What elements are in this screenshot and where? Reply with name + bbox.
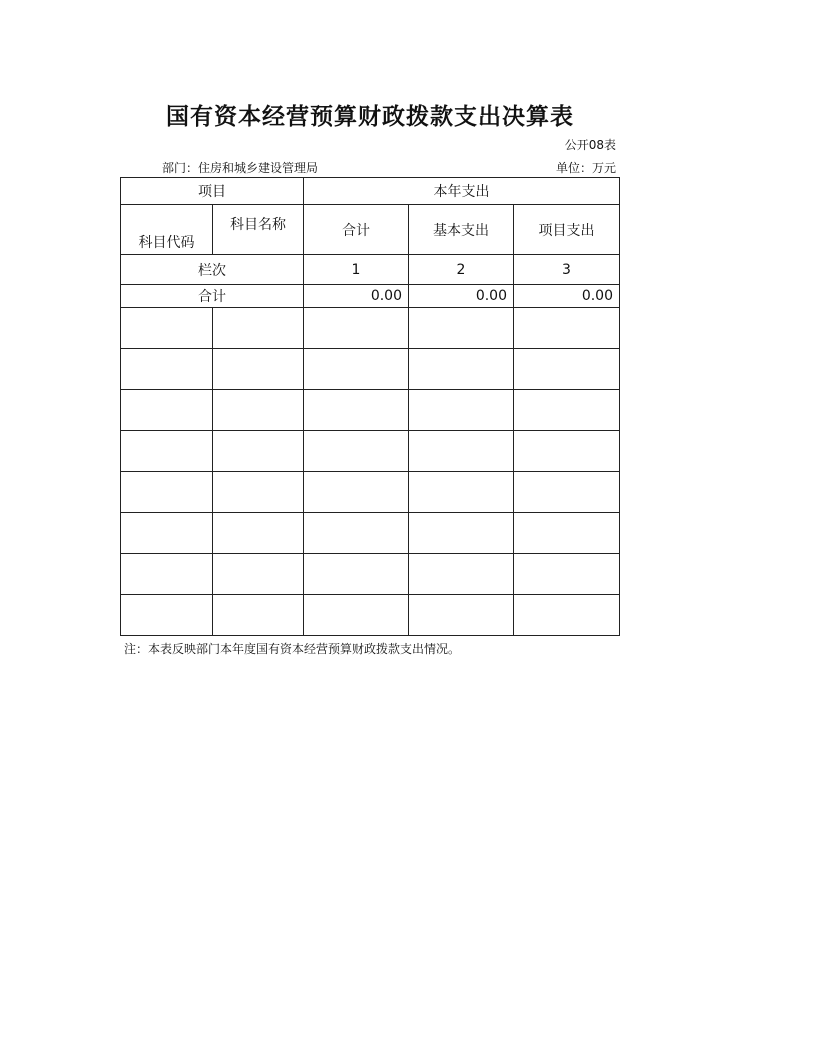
header-item: 项目	[121, 178, 304, 205]
table-cell	[213, 390, 304, 431]
table-cell	[514, 554, 620, 595]
table-row	[121, 595, 620, 636]
table-row	[121, 390, 620, 431]
table-cell	[213, 431, 304, 472]
table-cell	[121, 349, 213, 390]
header-project-expense: 项目支出	[514, 205, 620, 255]
table-cell	[304, 308, 409, 349]
table-row	[121, 308, 620, 349]
table-cell	[514, 513, 620, 554]
table-cell	[409, 431, 514, 472]
department-label: 部门：住房和城乡建设管理局	[162, 161, 319, 175]
table-cell	[409, 308, 514, 349]
table-cell	[121, 513, 213, 554]
total-value: 0.00	[304, 285, 409, 308]
table-row	[121, 431, 620, 472]
table-cell	[213, 554, 304, 595]
table-cell	[514, 349, 620, 390]
table-cell	[304, 472, 409, 513]
table-cell	[213, 595, 304, 636]
table-cell	[213, 513, 304, 554]
table-cell	[409, 513, 514, 554]
column-index-1: 1	[304, 255, 409, 285]
unit-label: 单位：万元	[555, 161, 616, 175]
budget-table	[120, 177, 620, 636]
table-cell	[121, 431, 213, 472]
table-cell	[213, 308, 304, 349]
column-index-label: 栏次	[121, 255, 304, 285]
table-cell	[514, 390, 620, 431]
table-row	[121, 554, 620, 595]
header-current-year: 本年支出	[304, 178, 620, 205]
header-subject-code: 科目代码	[121, 205, 213, 255]
table-header-row-2	[121, 205, 620, 255]
form-number: 公开08表	[564, 138, 616, 152]
total-row	[121, 285, 620, 308]
table-row	[121, 513, 620, 554]
table-cell	[409, 595, 514, 636]
table-cell	[304, 390, 409, 431]
table-cell	[304, 513, 409, 554]
table-cell	[514, 431, 620, 472]
total-project-value: 0.00	[514, 285, 620, 308]
page-title: 国有资本经营预算财政拨款支出决算表	[166, 104, 574, 130]
header-basic-expense: 基本支出	[409, 205, 514, 255]
table-cell	[121, 595, 213, 636]
column-index-row	[121, 255, 620, 285]
header-subject-name: 科目名称	[213, 205, 304, 255]
footnote: 注：本表反映部门本年度国有资本经营预算财政拨款支出情况。	[124, 642, 461, 656]
table-cell	[213, 349, 304, 390]
table-cell	[121, 554, 213, 595]
column-index-2: 2	[409, 255, 514, 285]
table-cell	[121, 308, 213, 349]
table-cell	[121, 390, 213, 431]
total-label: 合计	[121, 285, 304, 308]
table-cell	[514, 595, 620, 636]
table-cell	[409, 472, 514, 513]
table-cell	[514, 308, 620, 349]
table-cell	[304, 431, 409, 472]
table-cell	[514, 472, 620, 513]
table-cell	[304, 554, 409, 595]
table-row	[121, 472, 620, 513]
table-cell	[213, 472, 304, 513]
table-row	[121, 349, 620, 390]
header-total: 合计	[304, 205, 409, 255]
table-cell	[409, 554, 514, 595]
table-cell	[121, 472, 213, 513]
total-basic-value: 0.00	[409, 285, 514, 308]
table-cell	[409, 349, 514, 390]
table-cell	[304, 349, 409, 390]
table-cell	[409, 390, 514, 431]
column-index-3: 3	[514, 255, 620, 285]
table-header-row-1	[121, 178, 620, 205]
table-cell	[304, 595, 409, 636]
